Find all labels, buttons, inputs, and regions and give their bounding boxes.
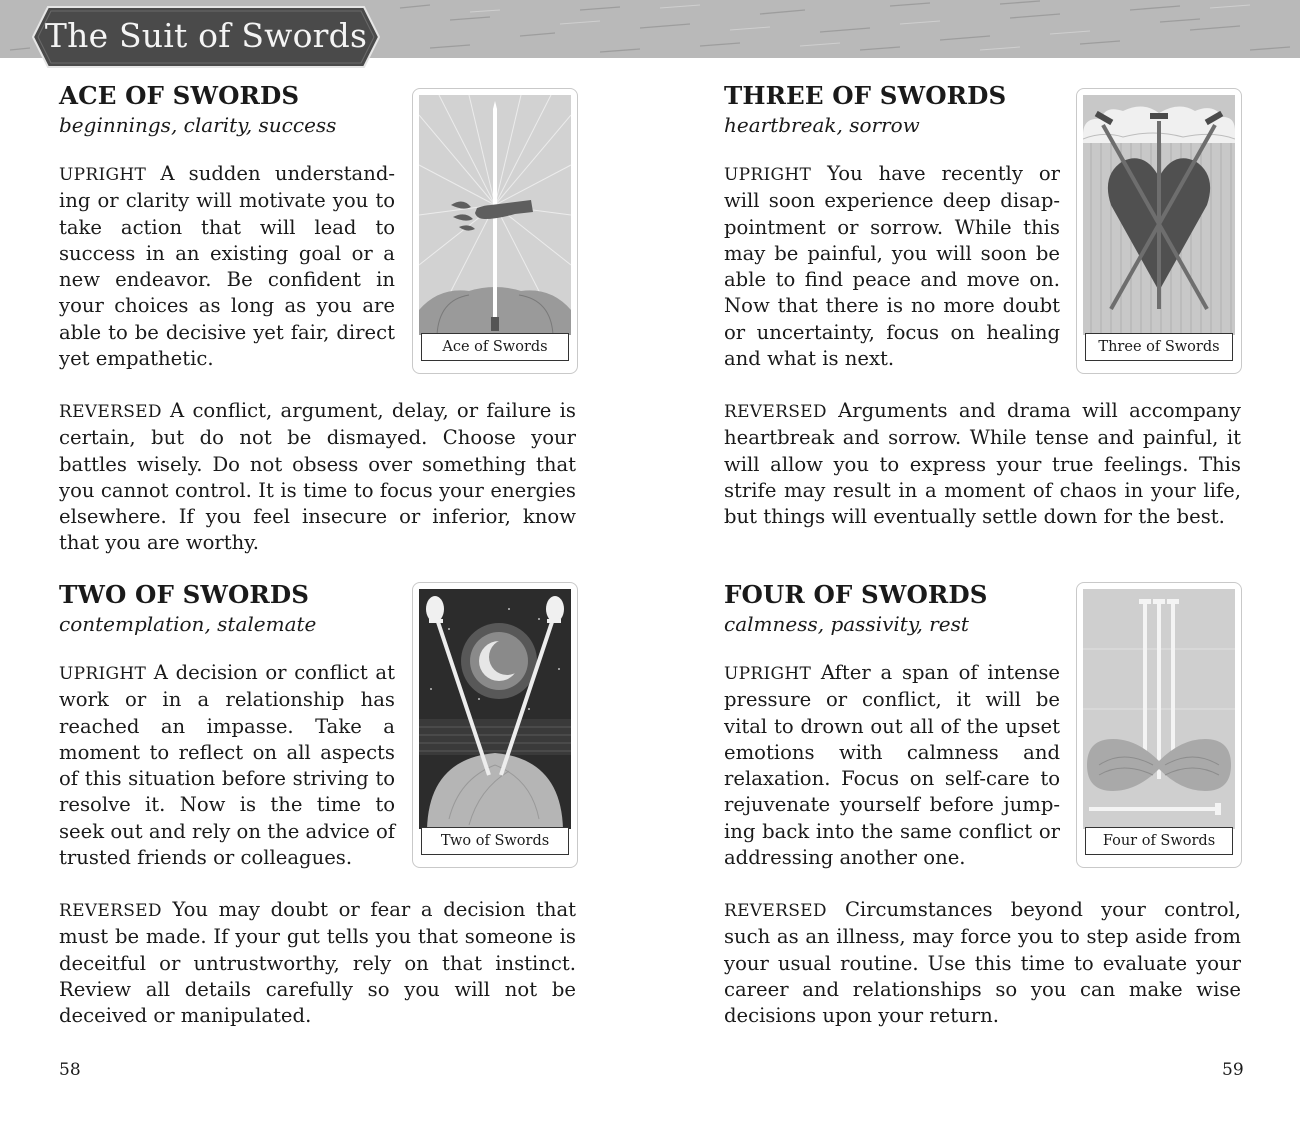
two-of-swords-illustration [419, 589, 571, 829]
upright-text: A decision or conflict at work or in a relationship has reached an impasse. Take a moment to reflect on all aspects of this situation before striving to resolve it. Now is the time to seek out and rely on the advice of trusted friends or colleagues. [59, 661, 395, 870]
card-three-of-swords [1076, 88, 1242, 374]
entry-title: ACE OF SWORDS [59, 81, 300, 110]
reversed-text: A conflict, argument, delay, or failure is certain, but do not be dismayed. Choose your battles wisely. Do not obsess over something that you cannot control. It is time to focus your energies elsewhere. If you feel insecure or inferior, know that you are worthy. [59, 399, 576, 555]
reversed-paragraph [724, 398, 1241, 530]
reversed-text: Circumstances beyond your control, such as an illness, may force you to step aside from your usual routine. Use this time to evaluate your career and relationships so you can make wise decisions upon your return. [724, 898, 1241, 1028]
entry-keywords: beginnings, clarity, success [59, 113, 337, 137]
reversed-tag: REVERSED [59, 402, 162, 422]
upright-text: You have recently or will soon experience deep disappointment or sorrow. While this may be painful, you will soon be able to find peace and move on. Now that there is no more doubt or uncertainty, focus on healing and what is next. [724, 162, 1060, 371]
upright-paragraph [59, 161, 395, 372]
entry-title: THREE OF SWORDS [724, 81, 1007, 110]
three-of-swords-illustration [1083, 95, 1235, 335]
card-ace-of-swords [412, 88, 578, 374]
card-label: Three of Swords [1085, 333, 1233, 361]
card-label: Ace of Swords [421, 333, 569, 361]
reversed-text: You may doubt or fear a decision that must be made. If your gut tells you that someone is deceitful or untrustworthy, rely on that instinct. Review all details carefully so you will not be deceived or manipulated. [59, 898, 576, 1028]
upright-tag: UPRIGHT [59, 664, 147, 684]
upright-paragraph [724, 161, 1060, 372]
upright-text: After a span of intense pressure or conflict, it will be vital to drown out all of the upset emotions with calmness and relaxation. Focus on self-care to rejuvenate yourself before jumping back into the same conflict or addressing another one. [724, 661, 1060, 870]
four-of-swords-illustration [1083, 589, 1235, 829]
page-number-left: 58 [59, 1060, 81, 1080]
ace-of-swords-illustration [419, 95, 571, 335]
upright-text: A sudden understanding or clarity will motivate you to take action that will lead to success in an existing goal or a new endeavor. Be confident in your choices as long as you are able to be decisive yet fair, direct yet empathetic. [59, 162, 395, 371]
upright-tag: UPRIGHT [724, 165, 812, 185]
reversed-tag: REVERSED [724, 901, 827, 921]
card-two-of-swords [412, 582, 578, 868]
reversed-tag: REVERSED [724, 402, 827, 422]
reversed-paragraph [59, 398, 576, 557]
entry-keywords: heartbreak, sorrow [724, 113, 920, 137]
page-number-right: 59 [1222, 1060, 1244, 1080]
section-title: The Suit of Swords [44, 16, 368, 55]
reversed-text: Arguments and drama will accompany heartbreak and sorrow. While tense and painful, it will allow you to express your true feelings. This strife may result in a moment of chaos in your life, but things will eventually settle down for the best. [724, 399, 1241, 529]
upright-tag: UPRIGHT [59, 165, 147, 185]
upright-paragraph [59, 660, 395, 871]
upright-paragraph [724, 660, 1060, 871]
section-banner [32, 6, 380, 68]
reversed-paragraph [59, 897, 576, 1029]
reversed-paragraph [724, 897, 1241, 1029]
reversed-tag: REVERSED [59, 901, 162, 921]
entry-keywords: calmness, passivity, rest [724, 612, 969, 636]
card-label: Two of Swords [421, 827, 569, 855]
entry-keywords: contemplation, stalemate [59, 612, 317, 636]
card-four-of-swords [1076, 582, 1242, 868]
entry-title: TWO OF SWORDS [59, 580, 310, 609]
card-label: Four of Swords [1085, 827, 1233, 855]
upright-tag: UPRIGHT [724, 664, 812, 684]
entry-title: FOUR OF SWORDS [724, 580, 988, 609]
